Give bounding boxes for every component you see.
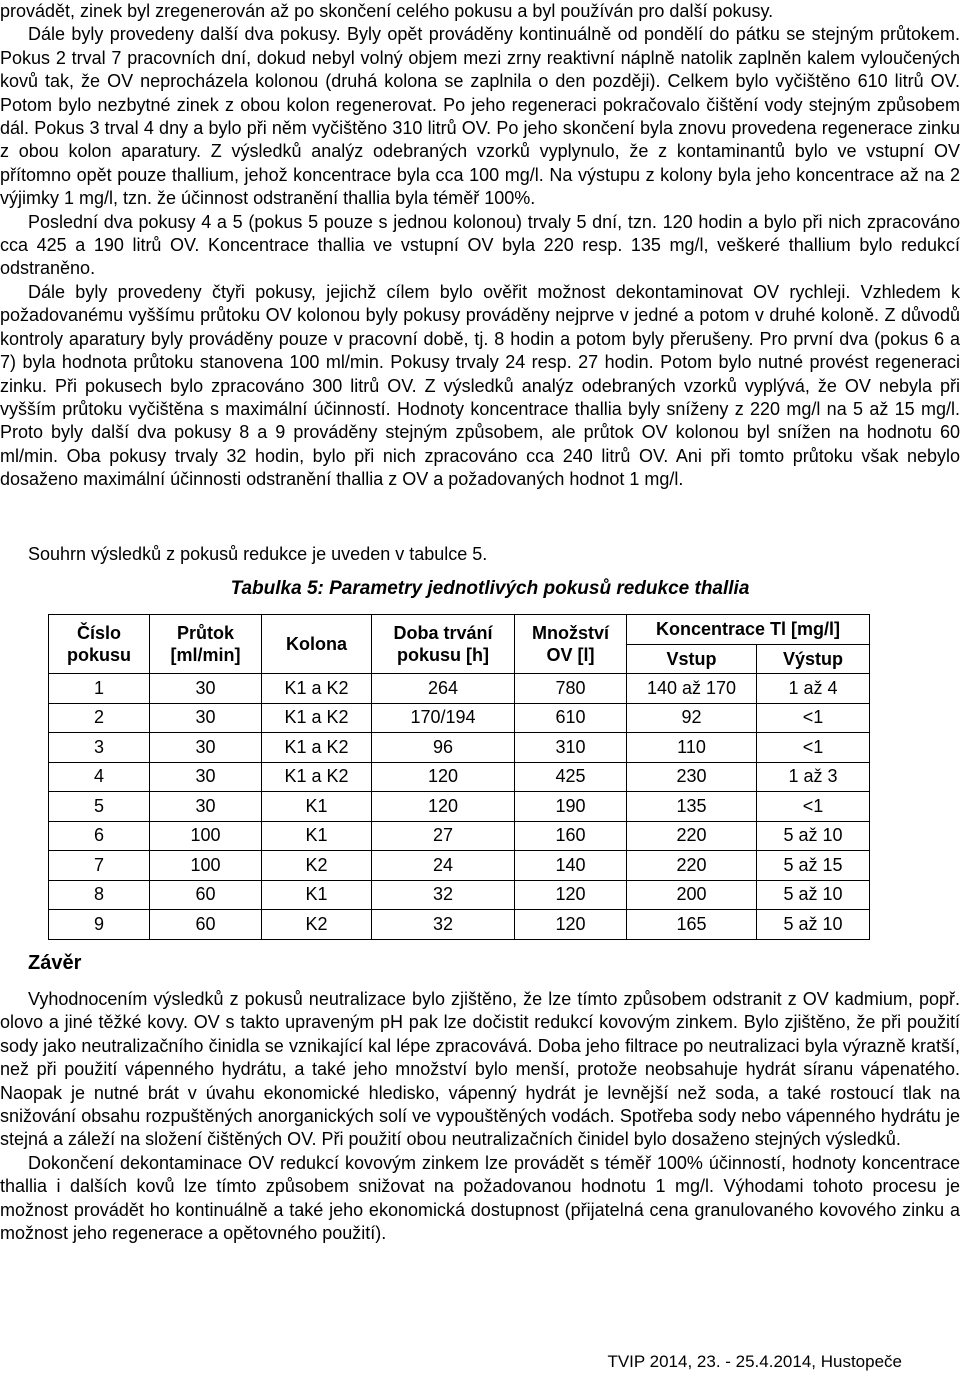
cell-experiment-number: 2 <box>49 703 150 733</box>
header-volume <box>515 615 627 674</box>
cell-duration: 170/194 <box>372 703 515 733</box>
cell-column: K1 a K2 <box>262 733 372 763</box>
cell-flow-rate: 30 <box>150 762 262 792</box>
paragraph-experiments-6-9: Dále byly provedeny čtyři pokusy, jejichž cílem bylo ověřit možnost dekontaminovat OV rychleji. Vzhledem k požadovanému vyššímu průtoku OV kolonou byly pokusy prováděny nejprve v jedné a potom v druhé koloně. Z důvodů kontroly aparatury byly prováděny pouze v pracovní době, tj. 8 hodin a potom byly přerušeny. Pro první dva (pokus 6 a 7) byla hodnota průtoku stanovena 100 ml/min. Pokusy trvaly 24 resp. 27 hodin. Potom bylo nutné provést regeneraci zinku. Při pokusech bylo zpracováno 300 litrů OV. Z výsledků analýz odebraných vzorků vyplývá, že OV nebyla při vyšším průtoku vyčištěna s maximální účinností. Hodnoty koncentrace thallia byly sníženy z 220 mg/l na 5 až 15 mg/l. Proto byly další dva pokusy 8 a 9 prováděny stejným způsobem, ale průtok OV kolonou byl snížen na hodnotu 60 ml/min. Oba pokusy trvaly 32 hodin, bylo při nich zpracováno cca 240 litrů OV. Ani při tomto průtoku však nebylo dosaženo maximální účinnosti odstranění thallia z OV a požadovaných hodnot 1 mg/l. <box>0 281 960 490</box>
cell-duration: 264 <box>372 674 515 704</box>
cell-output-concentration: <1 <box>757 792 870 822</box>
cell-input-concentration: 110 <box>627 733 757 763</box>
cell-flow-rate: 30 <box>150 733 262 763</box>
cell-output-concentration: 5 až 10 <box>757 910 870 940</box>
cell-flow-rate: 100 <box>150 851 262 881</box>
table-row <box>49 703 870 733</box>
cell-flow-rate: 100 <box>150 821 262 851</box>
cell-duration: 32 <box>372 910 515 940</box>
table-header-row <box>49 615 870 645</box>
table-row <box>49 910 870 940</box>
cell-volume: 140 <box>515 851 627 881</box>
cell-column: K2 <box>262 910 372 940</box>
header-duration <box>372 615 515 674</box>
cell-flow-rate: 60 <box>150 910 262 940</box>
cell-output-concentration: 1 až 4 <box>757 674 870 704</box>
table-row <box>49 792 870 822</box>
header-number-line2: pokusu <box>66 645 131 665</box>
header-volume-line1: Množství <box>531 623 609 643</box>
paragraph-continued: provádět, zinek byl zregenerován až po skončení celého pokusu a byl používán pro další pokusy. <box>0 1 774 21</box>
cell-input-concentration: 220 <box>627 821 757 851</box>
summary-text <box>0 543 960 566</box>
cell-volume: 190 <box>515 792 627 822</box>
results-table <box>48 614 870 940</box>
conclusion-heading: Závěr <box>28 952 82 974</box>
header-flow-rate <box>150 615 262 674</box>
cell-output-concentration: <1 <box>757 703 870 733</box>
cell-input-concentration: 135 <box>627 792 757 822</box>
cell-duration: 120 <box>372 762 515 792</box>
page-footer: TVIP 2014, 23. - 25.4.2014, Hustopeče <box>607 1352 902 1371</box>
table-row <box>49 733 870 763</box>
table-row <box>49 821 870 851</box>
results-text-block <box>0 0 960 492</box>
header-volume-line2: OV [l] <box>546 645 595 665</box>
cell-experiment-number: 5 <box>49 792 150 822</box>
table-caption: Tabulka 5: Parametry jednotlivých pokusů redukce thallia <box>230 578 750 599</box>
cell-experiment-number: 8 <box>49 880 150 910</box>
table-row <box>49 762 870 792</box>
header-input: Vstup <box>627 644 757 674</box>
cell-input-concentration: 140 až 170 <box>627 674 757 704</box>
header-duration-line2: pokusu [h] <box>397 645 489 665</box>
cell-column: K1 <box>262 880 372 910</box>
cell-column: K1 a K2 <box>262 703 372 733</box>
paragraph-conclusion-zinc: Dokončení dekontaminace OV redukcí kovovým zinkem lze provádět s téměř 100% účinností, hodnoty koncentrace thallia i dalších kovů lze tímto způsobem snižovat na požadovanou hodnotu 1 mg/l. Výhodami tohoto procesu je možnost provádět ho kontinuálně a také jeho ekonomická dostupnost (přijatelná cena granulovaného kovového zinku a možnost jeho regenerace a opětovného použití). <box>0 1152 960 1244</box>
cell-column: K1 a K2 <box>262 762 372 792</box>
header-flow-line2: [ml/min] <box>170 645 241 665</box>
cell-duration: 24 <box>372 851 515 881</box>
cell-experiment-number: 3 <box>49 733 150 763</box>
cell-volume: 160 <box>515 821 627 851</box>
cell-output-concentration: 5 až 10 <box>757 821 870 851</box>
cell-duration: 96 <box>372 733 515 763</box>
cell-duration: 32 <box>372 880 515 910</box>
cell-input-concentration: 220 <box>627 851 757 881</box>
cell-output-concentration: <1 <box>757 733 870 763</box>
header-concentration: Koncentrace Tl [mg/l] <box>627 615 870 645</box>
cell-column: K1 <box>262 821 372 851</box>
cell-flow-rate: 30 <box>150 792 262 822</box>
cell-volume: 120 <box>515 910 627 940</box>
cell-experiment-number: 4 <box>49 762 150 792</box>
cell-column: K2 <box>262 851 372 881</box>
cell-input-concentration: 200 <box>627 880 757 910</box>
cell-volume: 120 <box>515 880 627 910</box>
cell-input-concentration: 165 <box>627 910 757 940</box>
header-output: Výstup <box>757 644 870 674</box>
cell-column: K1 a K2 <box>262 674 372 704</box>
paragraph-summary: Souhrn výsledků z pokusů redukce je uveden v tabulce 5. <box>28 544 488 564</box>
header-experiment-number <box>49 615 150 674</box>
cell-volume: 780 <box>515 674 627 704</box>
table-row <box>49 851 870 881</box>
cell-volume: 610 <box>515 703 627 733</box>
table-row <box>49 880 870 910</box>
cell-volume: 425 <box>515 762 627 792</box>
cell-experiment-number: 7 <box>49 851 150 881</box>
cell-output-concentration: 1 až 3 <box>757 762 870 792</box>
cell-input-concentration: 230 <box>627 762 757 792</box>
cell-flow-rate: 30 <box>150 703 262 733</box>
paragraph-experiments-4-5: Poslední dva pokusy 4 a 5 (pokus 5 pouze s jednou kolonou) trvaly 5 dní, tzn. 120 hodin a bylo při nich zpracováno cca 425 a 190 litrů OV. Koncentrace thallia ve vstupní OV byla 220 resp. 135 mg/l, veškeré thallium bylo redukcí odstraněno. <box>0 211 960 279</box>
cell-experiment-number: 6 <box>49 821 150 851</box>
cell-output-concentration: 5 až 10 <box>757 880 870 910</box>
cell-flow-rate: 60 <box>150 880 262 910</box>
conclusion-text-block <box>0 988 960 1245</box>
cell-flow-rate: 30 <box>150 674 262 704</box>
cell-input-concentration: 92 <box>627 703 757 733</box>
table-row <box>49 674 870 704</box>
cell-volume: 310 <box>515 733 627 763</box>
cell-column: K1 <box>262 792 372 822</box>
cell-output-concentration: 5 až 15 <box>757 851 870 881</box>
cell-duration: 120 <box>372 792 515 822</box>
header-number-line1: Číslo <box>76 623 121 643</box>
header-flow-line1: Průtok <box>176 623 234 643</box>
header-duration-line1: Doba trvání <box>393 623 493 643</box>
table-body <box>49 674 870 940</box>
paragraph-conclusion-neutralization: Vyhodnocením výsledků z pokusů neutralizace bylo zjištěno, že lze tímto způsobem odstranit z OV kadmium, popř. olovo a jiné těžké kovy. OV s takto upraveným pH pak lze dočistit redukcí kovovým zinkem. Bylo zjištěno, že při použití sody jako neutralizačního činidla se vznikající kal lépe zpracovává. Doba jeho filtrace po neutralizaci byla výrazně kratší, než při použití vápenného hydrátu, a také jeho množství bylo menší, protože neobsahuje hydrát síranu vápenatého. Naopak je nutné brát v úvahu ekonomické hledisko, vápenný hydrát je levnější než soda, a také rostoucí tlak na snižování obsahu rozpuštěných anorganických solí ve vypouštěných vodách. Spotřeba sody nebo vápenného hydrátu je stejná a záleží na složení čištěných OV. Při použití obou neutralizačních činidel bylo dosaženo stejných výsledků. <box>0 989 960 1150</box>
header-column: Kolona <box>262 615 372 674</box>
cell-experiment-number: 1 <box>49 674 150 704</box>
cell-experiment-number: 9 <box>49 910 150 940</box>
cell-duration: 27 <box>372 821 515 851</box>
paragraph-experiments-2-3: Dále byly provedeny další dva pokusy. Byly opět prováděny kontinuálně od pondělí do pátku se stejným průtokem. Pokus 2 trval 7 pracovních dní, dokud nebyl volný objem mezi zrny reaktivní náplně natolik zaplněn kalem vyloučených kovů tak, že OV neprocházela kolonou (druhá kolona se zaplnila o den později). Celkem bylo vyčištěno 610 litrů OV. Potom bylo nezbytné zinek z obou kolon regenerovat. Po jeho regeneraci pokračovalo čištění vody stejným způsobem dál. Pokus 3 trval 4 dny a bylo při něm vyčištěno 310 litrů OV. Po jeho skončení byla znovu provedena regenerace zinku z obou kolon aparatury. Z výsledků analýz odebraných vzorků vyplynulo, že z kontaminantů bylo ve vstupní OV přítomno opět pouze thallium, jehož koncentrace byla cca 100 mg/l. Na výstupu z kolony byla jeho koncentrace až na 2 výjimky 1 mg/l, tzn. že účinnost odstranění thallia byla téměř 100%. <box>0 24 960 209</box>
